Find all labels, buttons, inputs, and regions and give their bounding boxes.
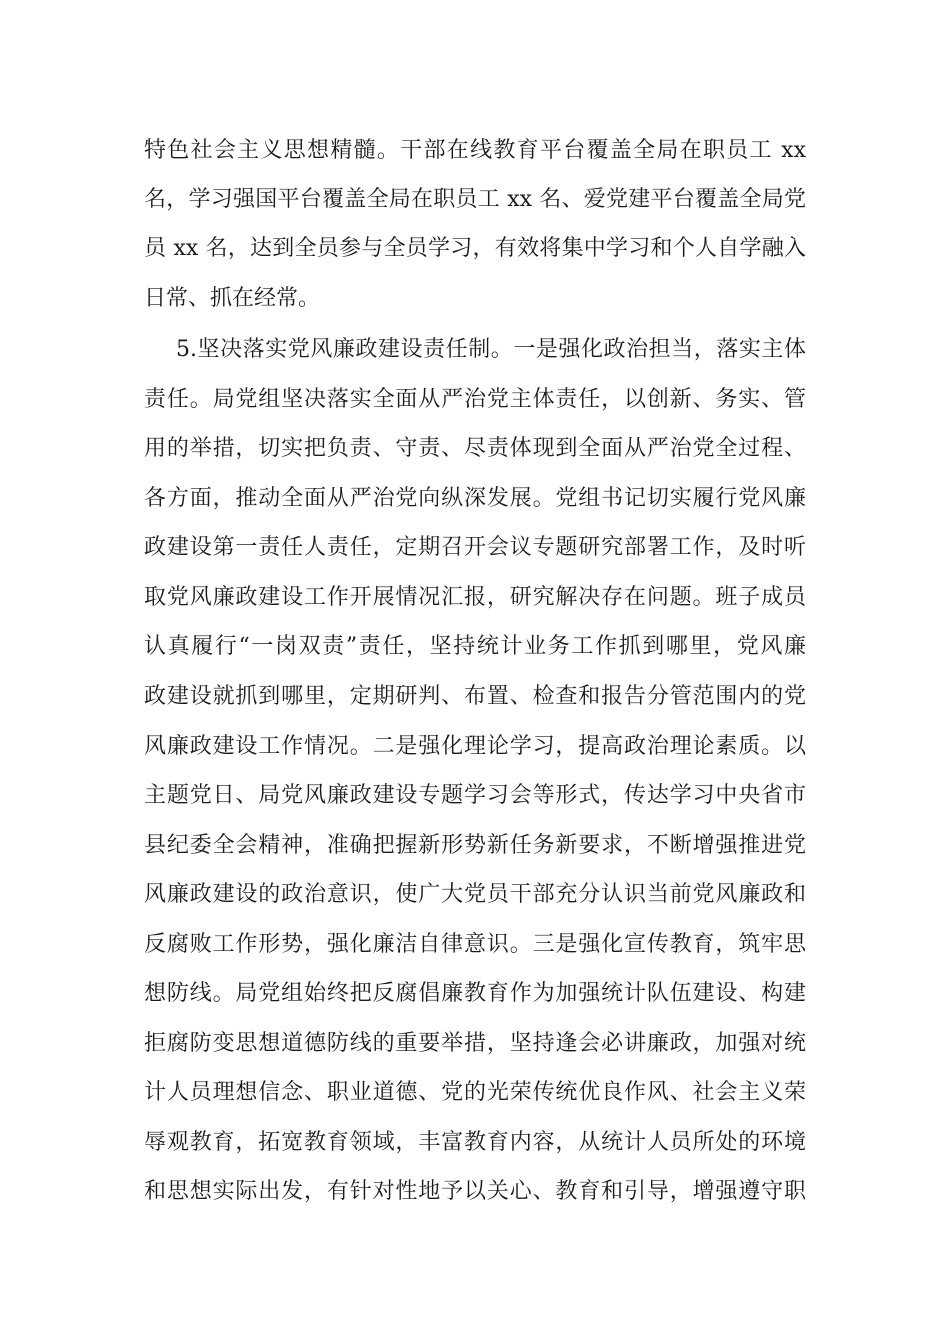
text-line: 反腐败工作形势，强化廉洁自律意识。三是强化宣传教育，筑牢思 xyxy=(144,932,806,957)
text-line: 员 xx 名，达到全员参与全员学习，有效将集中学习和个人自学融入 xyxy=(144,236,806,261)
text-line: 认真履行“一岗双责”责任，坚持统计业务工作抓到哪里，党风廉 xyxy=(144,634,806,659)
text-line: 名，学习强国平台覆盖全局在职员工 xx 名、爱党建平台覆盖全局党 xyxy=(144,187,806,212)
text-line: 责任。局党组坚决落实全面从严治党主体责任，以创新、务实、管 xyxy=(144,387,806,412)
text-line: 日常、抓在经常。 xyxy=(144,286,321,311)
text-line: 用的举措，切实把负责、守责、尽责体现到全面从严治党全过程、 xyxy=(144,436,806,461)
text-line: 特色社会主义思想精髓。干部在线教育平台覆盖全局在职员工 xx xyxy=(144,138,806,163)
text-line: 主题党日、局党风廉政建设专题学习会等形式，传达学习中央省市 xyxy=(144,783,806,808)
section-heading-line: 5.坚决落实党风廉政建设责任制。一是强化政治担当，落实主体 xyxy=(176,337,806,362)
text-line: 风廉政建设的政治意识，使广大党员干部充分认识当前党风廉政和 xyxy=(144,882,806,907)
text-line: 辱观教育，拓宽教育领域，丰富教育内容，从统计人员所处的环境 xyxy=(144,1130,806,1155)
text-line: 政建设第一责任人责任，定期召开会议专题研究部署工作，及时听 xyxy=(144,535,806,560)
text-line: 风廉政建设工作情况。二是强化理论学习，提高政治理论素质。以 xyxy=(144,734,806,759)
text-line: 政建设就抓到哪里，定期研判、布置、检查和报告分管范围内的党 xyxy=(144,684,806,709)
text-line: 想防线。局党组始终把反腐倡廉教育作为加强统计队伍建设、构建 xyxy=(144,981,806,1006)
text-line: 和思想实际出发，有针对性地予以关心、教育和引导，增强遵守职 xyxy=(144,1179,806,1204)
text-line: 县纪委全会精神，准确把握新形势新任务新要求，不断增强推进党 xyxy=(144,833,806,858)
text-line: 计人员理想信念、职业道德、党的光荣传统优良作风、社会主义荣 xyxy=(144,1080,806,1105)
text-line: 取党风廉政建设工作开展情况汇报，研究解决存在问题。班子成员 xyxy=(144,585,806,610)
text-line: 拒腐防变思想道德防线的重要举措，坚持逢会必讲廉政，加强对统 xyxy=(144,1031,806,1056)
text-line: 各方面，推动全面从严治党向纵深发展。党组书记切实履行党风廉 xyxy=(144,486,806,511)
